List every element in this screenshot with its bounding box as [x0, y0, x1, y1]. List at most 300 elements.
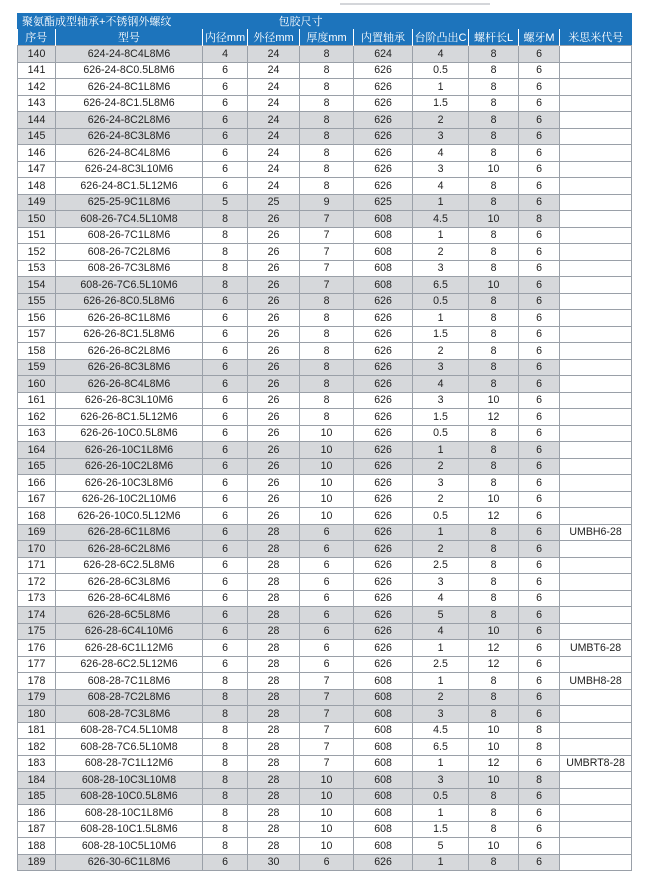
cell-misumi-code [560, 805, 632, 822]
cell-step-c: 3 [413, 772, 469, 789]
cell-thickness: 8 [300, 62, 354, 79]
table-row [18, 442, 632, 459]
cell-step-c: 3 [413, 260, 469, 277]
cell-bearing: 608 [354, 211, 413, 228]
cell-inner-diameter: 8 [203, 788, 248, 805]
cell-screw-length: 10 [469, 623, 519, 640]
cell-step-c: 4 [413, 145, 469, 162]
cell-outer-diameter: 24 [248, 145, 300, 162]
col-header-step-c: 台阶凸出C [413, 29, 469, 46]
cell-outer-diameter: 24 [248, 79, 300, 96]
table-row [18, 244, 632, 261]
cell-bearing: 626 [354, 310, 413, 327]
table-row [18, 557, 632, 574]
cell-screw-length: 8 [469, 178, 519, 195]
cell-thread: 6 [519, 112, 560, 129]
cell-index: 186 [18, 805, 56, 822]
cell-bearing: 626 [354, 79, 413, 96]
cell-bearing: 626 [354, 458, 413, 475]
cell-outer-diameter: 24 [248, 95, 300, 112]
cell-model: 608-28-7C4.5L10M8 [56, 722, 203, 739]
cell-index: 155 [18, 293, 56, 310]
cell-thread: 6 [519, 79, 560, 96]
cell-misumi-code [560, 838, 632, 855]
cell-thread: 6 [519, 541, 560, 558]
cell-index: 157 [18, 326, 56, 343]
cell-bearing: 626 [354, 524, 413, 541]
cell-bearing: 626 [354, 557, 413, 574]
cell-inner-diameter: 8 [203, 673, 248, 690]
cell-bearing: 626 [354, 854, 413, 871]
cell-bearing: 608 [354, 244, 413, 261]
cell-thread: 6 [519, 293, 560, 310]
cell-index: 176 [18, 640, 56, 657]
cell-misumi-code [560, 326, 632, 343]
cell-thickness: 6 [300, 854, 354, 871]
cell-thickness: 6 [300, 574, 354, 591]
cell-misumi-code [560, 293, 632, 310]
cell-thickness: 7 [300, 706, 354, 723]
cell-bearing: 626 [354, 425, 413, 442]
cell-thickness: 7 [300, 211, 354, 228]
cell-thickness: 6 [300, 524, 354, 541]
table-row [18, 673, 632, 690]
cell-thickness: 10 [300, 772, 354, 789]
cell-index: 148 [18, 178, 56, 195]
cell-screw-length: 8 [469, 607, 519, 624]
cell-thickness: 7 [300, 673, 354, 690]
cell-thread: 6 [519, 46, 560, 63]
cell-bearing: 626 [354, 607, 413, 624]
cell-step-c: 0.5 [413, 62, 469, 79]
cell-thickness: 8 [300, 310, 354, 327]
table-row [18, 590, 632, 607]
col-header-outer-diameter: 外径mm [248, 29, 300, 46]
cell-index: 173 [18, 590, 56, 607]
cell-bearing: 608 [354, 260, 413, 277]
cell-step-c: 1 [413, 79, 469, 96]
cell-thickness: 10 [300, 475, 354, 492]
cell-screw-length: 8 [469, 557, 519, 574]
cell-inner-diameter: 6 [203, 524, 248, 541]
cell-index: 164 [18, 442, 56, 459]
cell-model: 626-26-8C3L10M6 [56, 392, 203, 409]
cell-screw-length: 8 [469, 95, 519, 112]
cell-index: 170 [18, 541, 56, 558]
cell-model: 626-26-8C3L8M6 [56, 359, 203, 376]
cell-misumi-code [560, 343, 632, 360]
cell-thread: 6 [519, 689, 560, 706]
cell-bearing: 626 [354, 145, 413, 162]
table-row [18, 491, 632, 508]
cell-inner-diameter: 8 [203, 772, 248, 789]
col-header-screw-length: 螺杆长L [469, 29, 519, 46]
cell-thread: 6 [519, 95, 560, 112]
cell-thread: 6 [519, 310, 560, 327]
cell-inner-diameter: 6 [203, 541, 248, 558]
cell-thread: 6 [519, 590, 560, 607]
cell-index: 169 [18, 524, 56, 541]
cell-model: 626-26-8C1.5L8M6 [56, 326, 203, 343]
cell-step-c: 1 [413, 227, 469, 244]
cell-step-c: 1 [413, 310, 469, 327]
cell-step-c: 3 [413, 359, 469, 376]
cell-inner-diameter: 6 [203, 854, 248, 871]
cell-misumi-code [560, 425, 632, 442]
cell-bearing: 626 [354, 409, 413, 426]
cell-bearing: 626 [354, 326, 413, 343]
cell-misumi-code [560, 491, 632, 508]
cell-thickness: 8 [300, 178, 354, 195]
cell-bearing: 624 [354, 46, 413, 63]
cell-thread: 8 [519, 722, 560, 739]
cell-index: 185 [18, 788, 56, 805]
cell-misumi-code [560, 475, 632, 492]
cell-outer-diameter: 30 [248, 854, 300, 871]
cell-step-c: 4 [413, 178, 469, 195]
cell-thread: 6 [519, 788, 560, 805]
cell-index: 154 [18, 277, 56, 294]
table-row [18, 772, 632, 789]
cell-misumi-code: UMBH6-28 [560, 524, 632, 541]
cell-step-c: 6.5 [413, 739, 469, 756]
cell-index: 179 [18, 689, 56, 706]
cell-thread: 6 [519, 178, 560, 195]
spec-table-container [17, 13, 631, 871]
cell-thread: 6 [519, 854, 560, 871]
cell-bearing: 608 [354, 673, 413, 690]
cell-screw-length: 8 [469, 359, 519, 376]
cell-screw-length: 10 [469, 838, 519, 855]
header-column-row [18, 29, 632, 46]
cell-step-c: 2 [413, 112, 469, 129]
cell-index: 178 [18, 673, 56, 690]
cell-outer-diameter: 28 [248, 722, 300, 739]
table-row [18, 95, 632, 112]
cell-outer-diameter: 24 [248, 62, 300, 79]
cell-outer-diameter: 28 [248, 788, 300, 805]
cell-screw-length: 8 [469, 442, 519, 459]
cell-inner-diameter: 6 [203, 590, 248, 607]
cell-model: 626-28-6C2L8M6 [56, 541, 203, 558]
cell-thread: 6 [519, 128, 560, 145]
cell-step-c: 1 [413, 805, 469, 822]
cell-thread: 6 [519, 194, 560, 211]
cell-model: 626-28-6C1L8M6 [56, 524, 203, 541]
cell-inner-diameter: 8 [203, 689, 248, 706]
cell-outer-diameter: 25 [248, 194, 300, 211]
col-header-thread: 螺牙M [519, 29, 560, 46]
cell-outer-diameter: 26 [248, 244, 300, 261]
cell-step-c: 0.5 [413, 425, 469, 442]
cell-misumi-code [560, 409, 632, 426]
cell-thread: 6 [519, 244, 560, 261]
cell-index: 145 [18, 128, 56, 145]
cell-misumi-code [560, 607, 632, 624]
cell-thread: 6 [519, 392, 560, 409]
cell-outer-diameter: 26 [248, 260, 300, 277]
cell-inner-diameter: 6 [203, 359, 248, 376]
cell-bearing: 626 [354, 112, 413, 129]
cell-model: 626-26-10C2L8M6 [56, 458, 203, 475]
cell-inner-diameter: 6 [203, 62, 248, 79]
cell-screw-length: 10 [469, 277, 519, 294]
cell-thread: 6 [519, 260, 560, 277]
cell-model: 608-28-10C0.5L8M6 [56, 788, 203, 805]
cell-index: 177 [18, 656, 56, 673]
cell-outer-diameter: 26 [248, 376, 300, 393]
cell-thickness: 6 [300, 640, 354, 657]
cell-step-c: 2 [413, 458, 469, 475]
cell-step-c: 1 [413, 640, 469, 657]
cell-step-c: 0.5 [413, 508, 469, 525]
cell-screw-length: 8 [469, 524, 519, 541]
cell-bearing: 608 [354, 722, 413, 739]
cell-misumi-code [560, 706, 632, 723]
cell-thread: 6 [519, 640, 560, 657]
cell-inner-diameter: 6 [203, 508, 248, 525]
cell-screw-length: 8 [469, 689, 519, 706]
cell-thickness: 10 [300, 821, 354, 838]
cell-inner-diameter: 8 [203, 211, 248, 228]
cell-bearing: 625 [354, 194, 413, 211]
cell-model: 626-26-10C0.5L12M6 [56, 508, 203, 525]
cell-bearing: 626 [354, 623, 413, 640]
cell-outer-diameter: 26 [248, 458, 300, 475]
cell-index: 141 [18, 62, 56, 79]
cell-misumi-code [560, 854, 632, 871]
cell-step-c: 4 [413, 376, 469, 393]
cell-thread: 6 [519, 656, 560, 673]
cell-index: 167 [18, 491, 56, 508]
cell-step-c: 1.5 [413, 821, 469, 838]
cell-index: 149 [18, 194, 56, 211]
cell-model: 626-26-8C1.5L12M6 [56, 409, 203, 426]
cell-screw-length: 8 [469, 475, 519, 492]
cell-inner-diameter: 6 [203, 475, 248, 492]
cell-model: 626-24-8C4L8M6 [56, 145, 203, 162]
table-row [18, 343, 632, 360]
cell-thread: 6 [519, 227, 560, 244]
cell-model: 626-28-6C2.5L12M6 [56, 656, 203, 673]
cell-screw-length: 12 [469, 409, 519, 426]
cell-thickness: 6 [300, 541, 354, 558]
cell-inner-diameter: 8 [203, 244, 248, 261]
cell-inner-diameter: 6 [203, 178, 248, 195]
cell-thread: 6 [519, 821, 560, 838]
cell-thread: 6 [519, 508, 560, 525]
cell-bearing: 626 [354, 359, 413, 376]
cell-thickness: 7 [300, 739, 354, 756]
table-row [18, 425, 632, 442]
cell-outer-diameter: 28 [248, 772, 300, 789]
cell-screw-length: 10 [469, 722, 519, 739]
cell-model: 626-26-10C0.5L8M6 [56, 425, 203, 442]
cell-screw-length: 10 [469, 392, 519, 409]
cell-step-c: 2.5 [413, 656, 469, 673]
cell-outer-diameter: 28 [248, 524, 300, 541]
cell-step-c: 1 [413, 854, 469, 871]
cell-screw-length: 8 [469, 458, 519, 475]
cell-misumi-code [560, 689, 632, 706]
cell-outer-diameter: 26 [248, 409, 300, 426]
cell-index: 180 [18, 706, 56, 723]
cell-misumi-code [560, 508, 632, 525]
cell-step-c: 4.5 [413, 722, 469, 739]
cell-bearing: 608 [354, 706, 413, 723]
cell-thickness: 7 [300, 260, 354, 277]
cell-screw-length: 8 [469, 112, 519, 129]
cell-outer-diameter: 26 [248, 491, 300, 508]
cell-step-c: 3 [413, 128, 469, 145]
cell-model: 608-28-10C1.5L8M6 [56, 821, 203, 838]
table-row [18, 227, 632, 244]
cell-thickness: 8 [300, 409, 354, 426]
cell-bearing: 626 [354, 491, 413, 508]
cell-inner-diameter: 6 [203, 145, 248, 162]
table-row [18, 541, 632, 558]
cell-index: 189 [18, 854, 56, 871]
cell-step-c: 1 [413, 194, 469, 211]
cell-misumi-code [560, 557, 632, 574]
cell-outer-diameter: 28 [248, 656, 300, 673]
cell-outer-diameter: 24 [248, 46, 300, 63]
cell-screw-length: 8 [469, 854, 519, 871]
table-row [18, 656, 632, 673]
cell-index: 150 [18, 211, 56, 228]
cell-outer-diameter: 26 [248, 508, 300, 525]
col-header-inner-diameter: 内径mm [203, 29, 248, 46]
cell-misumi-code [560, 112, 632, 129]
cell-inner-diameter: 8 [203, 277, 248, 294]
cell-inner-diameter: 8 [203, 755, 248, 772]
cell-thickness: 6 [300, 656, 354, 673]
cell-model: 626-24-8C3L8M6 [56, 128, 203, 145]
cell-thickness: 10 [300, 838, 354, 855]
cell-index: 142 [18, 79, 56, 96]
cell-index: 140 [18, 46, 56, 63]
cell-thickness: 6 [300, 623, 354, 640]
cell-model: 608-28-7C6.5L10M8 [56, 739, 203, 756]
cell-thread: 6 [519, 673, 560, 690]
cell-bearing: 608 [354, 739, 413, 756]
table-row [18, 376, 632, 393]
cell-bearing: 626 [354, 574, 413, 591]
cell-bearing: 626 [354, 62, 413, 79]
cell-screw-length: 8 [469, 541, 519, 558]
cell-screw-length: 8 [469, 194, 519, 211]
cell-misumi-code [560, 739, 632, 756]
cell-index: 182 [18, 739, 56, 756]
cell-misumi-code [560, 310, 632, 327]
cell-model: 608-26-7C1L8M6 [56, 227, 203, 244]
cell-bearing: 608 [354, 788, 413, 805]
cell-thickness: 8 [300, 359, 354, 376]
cell-step-c: 3 [413, 392, 469, 409]
cell-screw-length: 8 [469, 574, 519, 591]
cell-bearing: 626 [354, 376, 413, 393]
cell-thickness: 8 [300, 326, 354, 343]
table-row [18, 112, 632, 129]
cell-step-c: 1.5 [413, 326, 469, 343]
cell-index: 146 [18, 145, 56, 162]
cell-thread: 6 [519, 326, 560, 343]
table-body [18, 46, 632, 871]
top-divider [340, 3, 490, 5]
cell-step-c: 0.5 [413, 788, 469, 805]
cell-misumi-code [560, 623, 632, 640]
cell-screw-length: 12 [469, 508, 519, 525]
cell-bearing: 626 [354, 392, 413, 409]
cell-outer-diameter: 26 [248, 277, 300, 294]
cell-bearing: 608 [354, 805, 413, 822]
cell-model: 608-28-10C1L8M6 [56, 805, 203, 822]
table-row [18, 260, 632, 277]
cell-model: 608-28-10C5L10M6 [56, 838, 203, 855]
cell-inner-diameter: 6 [203, 491, 248, 508]
cell-index: 166 [18, 475, 56, 492]
cell-step-c: 2.5 [413, 557, 469, 574]
cell-index: 143 [18, 95, 56, 112]
cell-bearing: 626 [354, 128, 413, 145]
cell-thread: 6 [519, 277, 560, 294]
cell-inner-diameter: 8 [203, 722, 248, 739]
cell-outer-diameter: 28 [248, 755, 300, 772]
cell-thickness: 7 [300, 689, 354, 706]
cell-step-c: 2 [413, 689, 469, 706]
cell-thread: 6 [519, 607, 560, 624]
table-row [18, 640, 632, 657]
cell-thread: 6 [519, 574, 560, 591]
cell-bearing: 608 [354, 821, 413, 838]
cell-outer-diameter: 24 [248, 178, 300, 195]
cell-thread: 6 [519, 442, 560, 459]
cell-thread: 6 [519, 161, 560, 178]
cell-index: 158 [18, 343, 56, 360]
cell-misumi-code [560, 722, 632, 739]
cell-bearing: 626 [354, 475, 413, 492]
cell-model: 626-28-6C3L8M6 [56, 574, 203, 591]
table-row [18, 145, 632, 162]
cell-screw-length: 8 [469, 788, 519, 805]
cell-index: 162 [18, 409, 56, 426]
cell-index: 151 [18, 227, 56, 244]
cell-step-c: 3 [413, 574, 469, 591]
cell-thread: 8 [519, 739, 560, 756]
cell-outer-diameter: 28 [248, 557, 300, 574]
cell-thread: 6 [519, 557, 560, 574]
cell-outer-diameter: 28 [248, 805, 300, 822]
cell-thread: 6 [519, 409, 560, 426]
cell-misumi-code [560, 194, 632, 211]
cell-inner-diameter: 6 [203, 640, 248, 657]
col-header-misumi-code: 米思米代号 [560, 29, 632, 46]
table-row [18, 475, 632, 492]
cell-model: 626-28-6C5L8M6 [56, 607, 203, 624]
cell-outer-diameter: 26 [248, 293, 300, 310]
cell-screw-length: 8 [469, 62, 519, 79]
cell-model: 608-26-7C4.5L10M8 [56, 211, 203, 228]
cell-misumi-code [560, 574, 632, 591]
table-row [18, 706, 632, 723]
cell-thickness: 7 [300, 227, 354, 244]
cell-bearing: 608 [354, 772, 413, 789]
cell-inner-diameter: 8 [203, 739, 248, 756]
cell-thickness: 8 [300, 161, 354, 178]
cell-bearing: 626 [354, 640, 413, 657]
cell-thread: 6 [519, 755, 560, 772]
cell-inner-diameter: 6 [203, 574, 248, 591]
